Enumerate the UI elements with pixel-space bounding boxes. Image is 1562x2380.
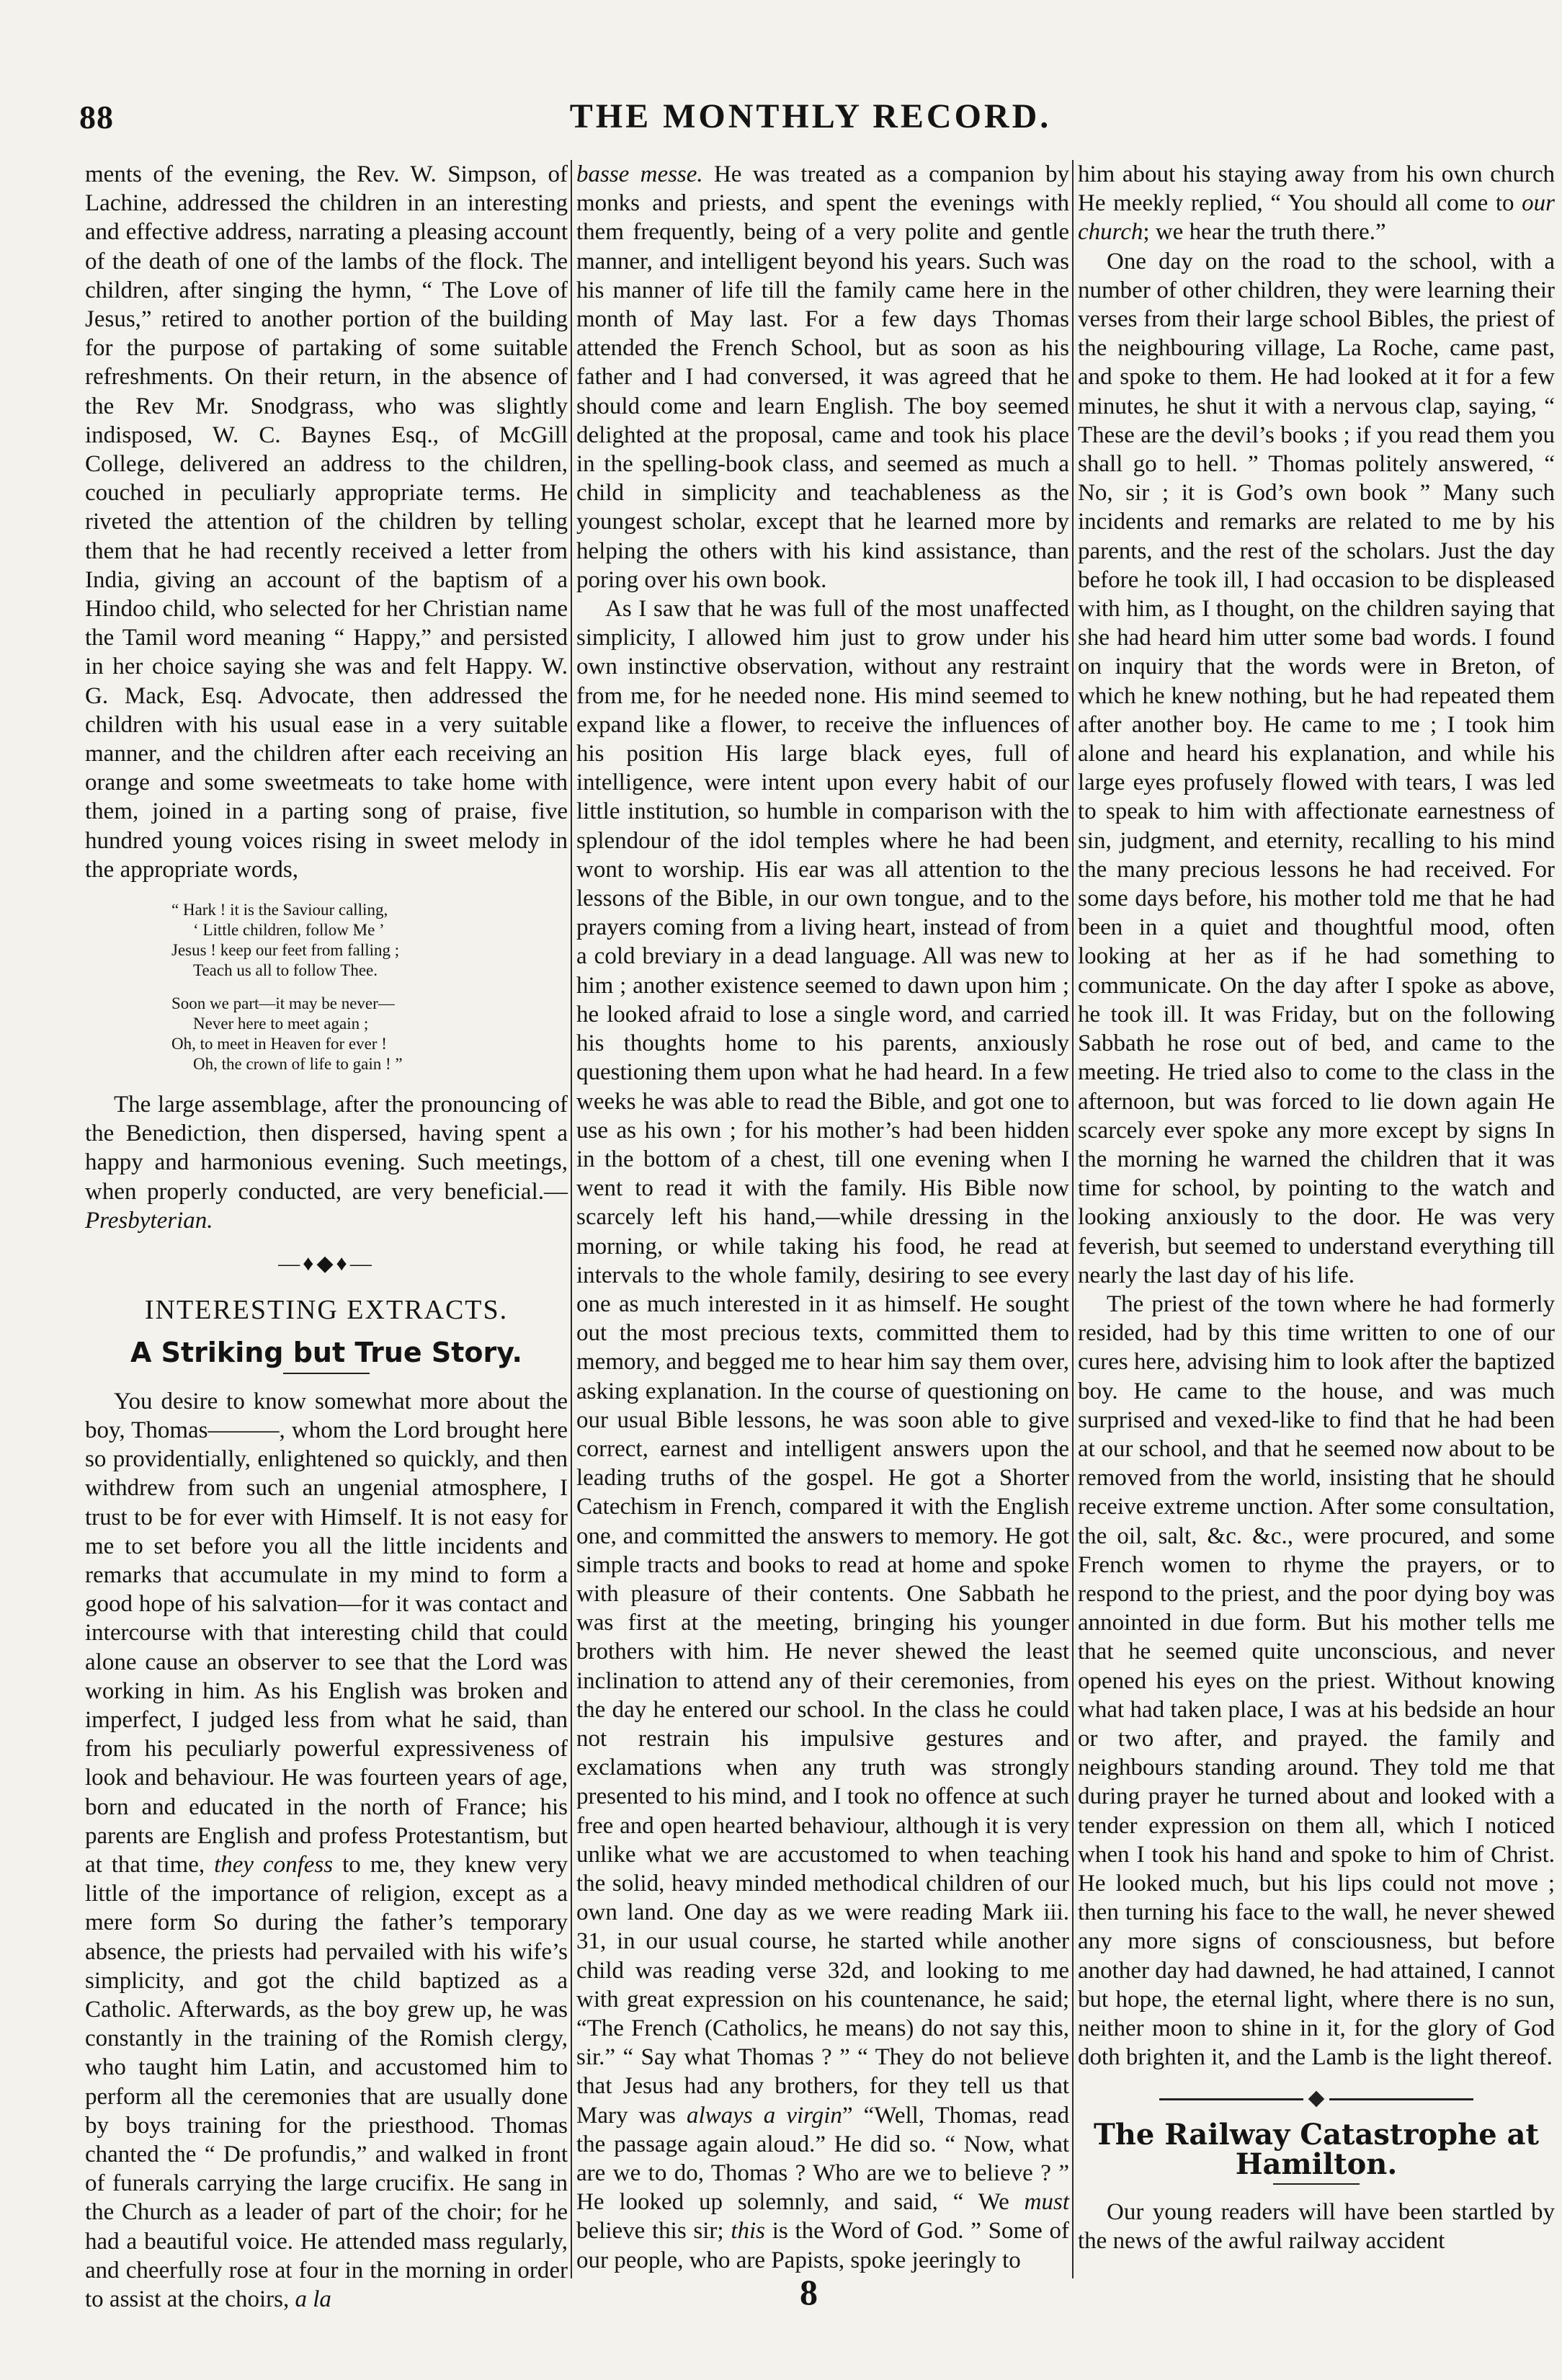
verse-line: Soon we part—it may be never— (171, 994, 395, 1013)
source-attribution: Presbyterian. (85, 1207, 213, 1234)
stanza (171, 994, 568, 1074)
italic-text: always a virgin (686, 2102, 842, 2129)
paragraph-text: ; we hear the truth there.” (1143, 219, 1386, 246)
paragraph (1078, 160, 1555, 247)
divider-bar (1329, 2098, 1473, 2100)
stanza (171, 900, 568, 981)
column-1 (85, 160, 568, 2312)
italic-text: a la (295, 2286, 331, 2312)
diamond-ornament (1308, 2091, 1325, 2108)
page-header (79, 86, 1542, 144)
column-rule-left (571, 160, 572, 2278)
italic-text: basse messe. (576, 161, 703, 187)
section-heading: INTERESTING EXTRACTS. (144, 1295, 509, 1326)
italic-text: they confess (214, 1851, 334, 1878)
column-3 (1078, 160, 1555, 2278)
paragraph: Our young readers will have been startled by the news of the awful railway accident (1078, 2198, 1555, 2255)
verse-line: Teach us all to follow Thee. (193, 961, 378, 980)
paragraph-text: He was treated as a companion by monks and priests, and spent the evenings with them frequently, being of a very polite and gentle manner, and intelligent beyond his years. Such was his manner of life till the family came here in the month of May last. For a few days Thomas attended the French School, but as soon as his father and I had conversed, it was agreed that he should come and learn English. The boy seemed delighted at the proposal, came and took his place in the spelling-book class, and seemed as much a child in simplicity and teachableness as the youngest scholar, except that he learned more by helping the others with his kind assistance, than poring over his own book. (576, 161, 1069, 593)
italic-text: our church (1078, 190, 1555, 246)
divider-bar (1159, 2098, 1303, 2100)
running-title: THE MONTHLY RECORD. (569, 97, 1052, 135)
column-rule-right (1072, 160, 1074, 2278)
paragraph (85, 1387, 568, 2314)
paragraph: ments of the evening, the Rev. W. Simpson, of Lachine, addressed the children in an interesting and effective address, narrating a pleasing account of the death of one of the lambs of the flock. The children, after singing the hymn, “ The Love of Jesus,” retired to another portion of the building for the purpose of partaking of some suitable refreshments. On their return, in the absence of the Rev Mr. Snodgrass, who was slightly indisposed, W. C. Baynes Esq., of McGill College, delivered an address to the children, couched in peculiarly appropriate terms. He riveted the attention of the children by telling them that he had recently received a letter from India, giving an account of the baptism of a Hindoo child, who selected for her Christian name the Tamil word meaning “ Happy,” and persisted in her choice saying she was and felt Happy. W. G. Mack, Esq. Advocate, then addressed the children with his usual ease in a very suitable manner, and the children after each receiving an orange and some sweetmeats to take home with them, joined in a parting song of praise, five hundred young voices rising in sweet melody in the appropriate words, (85, 161, 568, 883)
verse-line: ‘ Little children, follow Me ’ (193, 921, 385, 940)
paragraph-text: ” “Well, Thomas, read the passage again aloud.” He did so. “ Now, what are we to do, Thomas ? Who are we to believe ? ” He looked up solemnly, and said, “ We (576, 2102, 1069, 2216)
verse-line: Never here to meet again ; (193, 1015, 369, 1033)
verse-line: Oh, the crown of life to gain ! ” (193, 1055, 403, 1074)
italic-text: must (1024, 2189, 1069, 2216)
paragraph: The priest of the town where he had formerly resided, had by this time written to one of our cures here, advising him to look after the baptized boy. He came to the house, and was much surprised and vexed-like to find that he had been at our school, and that he seemed now about to be removed from the world, insisting that he should receive extreme unction. After some consultation, the oil, salt, &c. &c., were procured, and some French women to rhyme the prayers, or to respond to the priest, and the poor dying boy was annointed in due form. But his mother tells me that he seemed quite unconscious, and never opened his eyes on the priest. Without knowing what had taken place, I was at his bedside an hour or two after, and prayed. the family and neighbours standing around. They told me that during prayer he turned about and looked with a tender expression on them all, which I noticed when I took his hand and spoke to him of Christ. He looked much, but his lips could not move ; then turning his face to the wall, he never shewed any more signs of consciousness, but before another day had dawned, he had attained, I cannot but hope, the eternal light, where there is no sun, neither moon to shine in it, for the glory of God doth brighten it, and the Lamb is the light thereof. (1078, 1291, 1555, 2071)
ornament-divider (1078, 2093, 1555, 2105)
ornament-divider: —♦◆♦— (278, 1252, 375, 1276)
paragraph-text: You desire to know somewhat more about the boy, Thomas———, whom the Lord brought here so providentially, enlightened so quickly, and then withdrew from such an ungenial atmosphere, I trust to be for ever with Himself. It is not easy for me to set before you all the little incidents and remarks that accumulate in my mind to form a good hope of his salvation—for it was contact and intercourse with that interesting child that could alone cause an observer to see that the Lord was working in him. As his English was broken and imperfect, I judged less from what he said, than from his peculiarly powerful expressiveness of look and behaviour. He was fourteen years of age, born and educated in the north of France; his parents are English and profess Protestantism, but at that time, (85, 1388, 568, 1878)
paragraph-text: The large assemblage, after the pronouncing of the Benediction, then dispersed, having spent a happy and harmonious evening. Such meetings, when properly conducted, are very beneficial.— (85, 1092, 568, 1205)
paragraph (576, 594, 1069, 2275)
paragraph: One day on the road to the school, with a number of other children, they were learning their verses from their large school Bibles, the priest of the neighbouring village, La Roche, came past, and spoke to them. He had looked at it for a few minutes, he shut it with a nervous clap, saying, “ These are the devil’s books ; if you read them you shall go to hell. ” Thomas politely answered, “ No, sir ; it is God’s own book ” Many such incidents and remarks are related to me by his parents, and the rest of the scholars. Just the day before he took ill, I had occasion to be displeased with him, as I thought, on the children saying that she had heard him utter some bad words. I found on inquiry that the words were in Breton, of which he knew nothing, but he had repeated them after another boy. He came to me ; I took him alone and heard his explanation, and while his large eyes profusely flowed with tears, I was led to speak to him with affectionate earnestness of sin, judgment, and eternity, recalling to his mind the many precious lessons he had received. For some days before, his mother told me that he had been in a quiet and thoughtful mood, often looking at her as if he had something to communicate. On the day after I spoke as above, he took ill. It was Friday, but on the following Sabbath he rose out of bed, and came to the meeting. He tried also to come to the class in the afternoon, but was forced to lie down again He scarcely ever spoke any more except by signs In the morning he warned the children that it was time for school, by pointing to the watch and looking anxiously to the door. He was very feverish, but seemed to understand everything till nearly the last day of his life. (1078, 248, 1555, 1288)
paragraph-text: is the Word of God. ” Some of our people, who are Papists, spoke jeeringly to (576, 2218, 1069, 2273)
signature-mark: 8 (800, 2272, 818, 2312)
page-number: 88 (79, 99, 114, 135)
article-title: The Railway Catastrophe at Hamilton. (1094, 2118, 1539, 2181)
hymn-verse (85, 900, 568, 1074)
title-rule (283, 1373, 370, 1374)
verse-line: “ Hark ! it is the Saviour calling, (171, 901, 388, 919)
paragraph (576, 160, 1069, 594)
verse-line: Jesus ! keep our feet from falling ; (171, 941, 400, 960)
paragraph (85, 1090, 568, 1235)
column-2 (576, 160, 1069, 2278)
story-title: A Striking but True Story. (130, 1336, 522, 1368)
paragraph-text: As I saw that he was full of the most unaffected simplicity, I allowed him just to grow under his own instinctive observation, without any restraint from me, for he needed none. His mind seemed to expand like a flower, to receive the influences of his position His large black eyes, full of intelligence, were intent upon every habit of our little institution, so humble in comparison with the splendour of the idol temples where he had been wont to worship. His ear was all attention to the lessons of the Bible, in our own tongue, and to the prayers coming from a living heart, instead of from a cold breviary in a dead language. All was new to him ; another existence seemed to dawn upon him ; he looked afraid to lose a single word, and carried his thoughts home to his parents, anxiously questioning them upon what he had heard. In a few weeks he was able to read the Bible, and got one to use as his own ; for his mother’s had been hidden in the bottom of a chest, till one evening when I went to read it with the family. His Bible now scarcely left his hand,—while dressing in the morning, or while taking his food, he read at intervals to the whole family, desiring to see every one as much interested in it as himself. He sought out the most precious texts, committed them to memory, and begged me to hear him say them over, asking explanation. In the course of questioning on our usual Bible lessons, he was soon able to give correct, earnest and intelligent answers upon the leading truths of the gospel. He got a Shorter Catechism in French, compared it with the English one, and committed the answers to memory. He got simple tracts and books to read at home and spoke with pleasure of their contents. One Sabbath he was first at the meeting, bringing his younger brothers with him. He never shewed the least inclination to attend any of their ceremonies, from the day he entered our school. In the class he could not restrain his impulsive gestures and exclamations when any truth was strongly presented to his mind, and I took no offence at such free and open hearted behaviour, although it is very unlike what we are accustomed to when teaching the solid, heavy minded methodical children of our own land. One day as we were reading Mark iii. 31, in our usual course, he started while another child was reading verse 32d, and looking to me with great expression on his countenance, he said; “The French (Catholics, he means) do not say this, sir.” “ Say what Thomas ? ” “ They do not believe that Jesus had any brothers, for they tell us that Mary was (576, 596, 1069, 2129)
paragraph-text: believe this sir; (576, 2218, 724, 2245)
italic-text: this (731, 2218, 766, 2245)
verse-line: Oh, to meet in Heaven for ever ! (171, 1035, 387, 1053)
title-rule (1273, 2183, 1360, 2185)
paragraph-text: to me, they knew very little of the importance of religion, except as a mere form So during the father’s temporary absence, the priests had pervailed with his wife’s simplicity, and got the child baptized as a Catholic. Afterwards, as the boy grew up, he was constantly in the training of the Romish clergy, who taught him Latin, and accustomed him to perform all the ceremonies that are usually done by boys training for the priesthood. Thomas chanted the “ De profundis,” and walked in front of funerals carrying the large crucifix. He sang in the Church as a leader of part of the choir; for he had a beautiful voice. He attended mass regularly, and cheerfully rose at four in the morning in order to assist at the choirs, (85, 1851, 568, 2312)
paragraph-text: him about his staying away from his own church He meekly replied, “ You should all come to (1078, 161, 1555, 217)
